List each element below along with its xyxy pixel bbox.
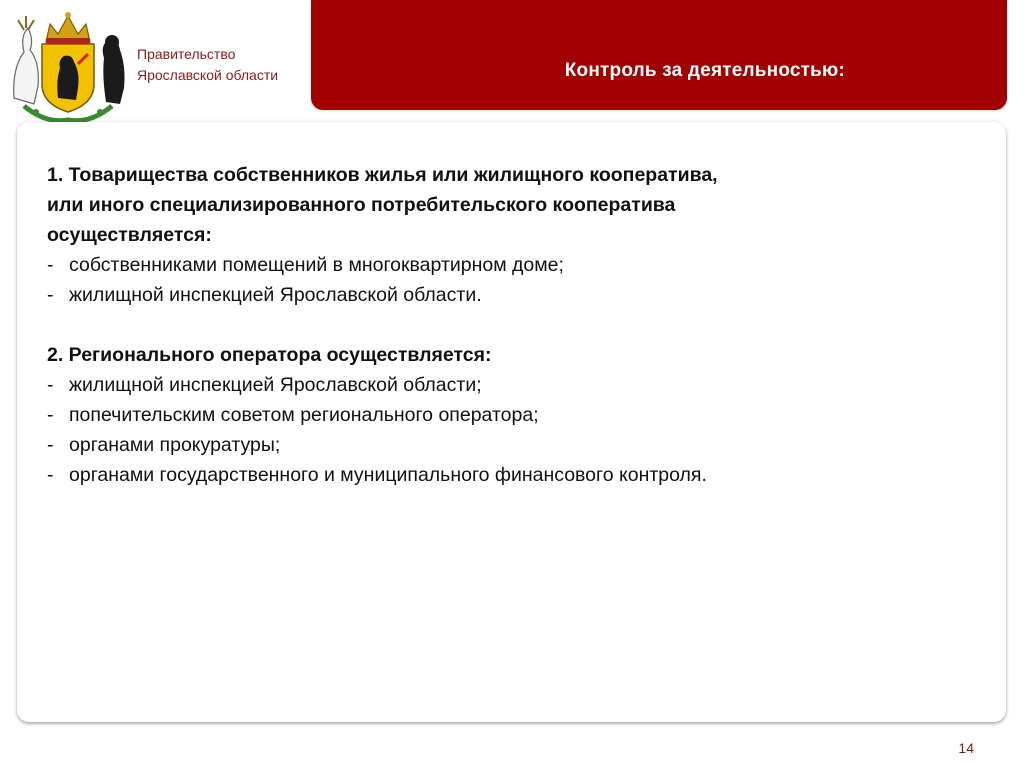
section1-heading-line1: 1. Товарищества собственников жилья или жилищного кооператива, (47, 164, 718, 186)
bullet-dash: - (47, 434, 54, 456)
content-body (47, 160, 977, 490)
organization-name-line1: Правительство (137, 46, 236, 62)
slide-title: Контроль за деятельностью: (564, 60, 845, 81)
bullet-dash: - (47, 374, 54, 396)
organization-name-line2: Ярославской области (137, 67, 279, 83)
bullet-dash: - (47, 404, 54, 426)
title-bar (311, 0, 1007, 110)
list-item-text: собственниками помещений в многоквартирном доме; (69, 254, 564, 276)
list-item (47, 430, 977, 460)
list-item (47, 280, 977, 310)
bullet-dash: - (47, 284, 54, 306)
coat-of-arms-icon (6, 6, 130, 126)
bullet-dash: - (47, 464, 54, 486)
bullet-dash: - (47, 254, 54, 276)
list-item-text: попечительским советом регионального оператора; (69, 404, 539, 426)
list-item (47, 400, 977, 430)
list-item-text: органами прокуратуры; (69, 434, 281, 456)
section1-heading-line2: или иного специализированного потребительского кооператива (47, 194, 676, 216)
section-spacer (47, 310, 977, 340)
organization-name (137, 44, 278, 86)
list-item-text: органами государственного и муниципального финансового контроля. (69, 464, 707, 486)
list-item (47, 250, 977, 280)
list-item-text: жилищной инспекцией Ярославской области; (69, 374, 482, 396)
section1-heading-line3: осуществляется: (47, 224, 212, 246)
section2-heading: 2. Регионального оператора осуществляется: (47, 344, 492, 366)
list-item (47, 460, 977, 490)
list-item-text: жилищной инспекцией Ярославской области. (69, 284, 482, 306)
list-item (47, 370, 977, 400)
page-number: 14 (958, 740, 974, 756)
